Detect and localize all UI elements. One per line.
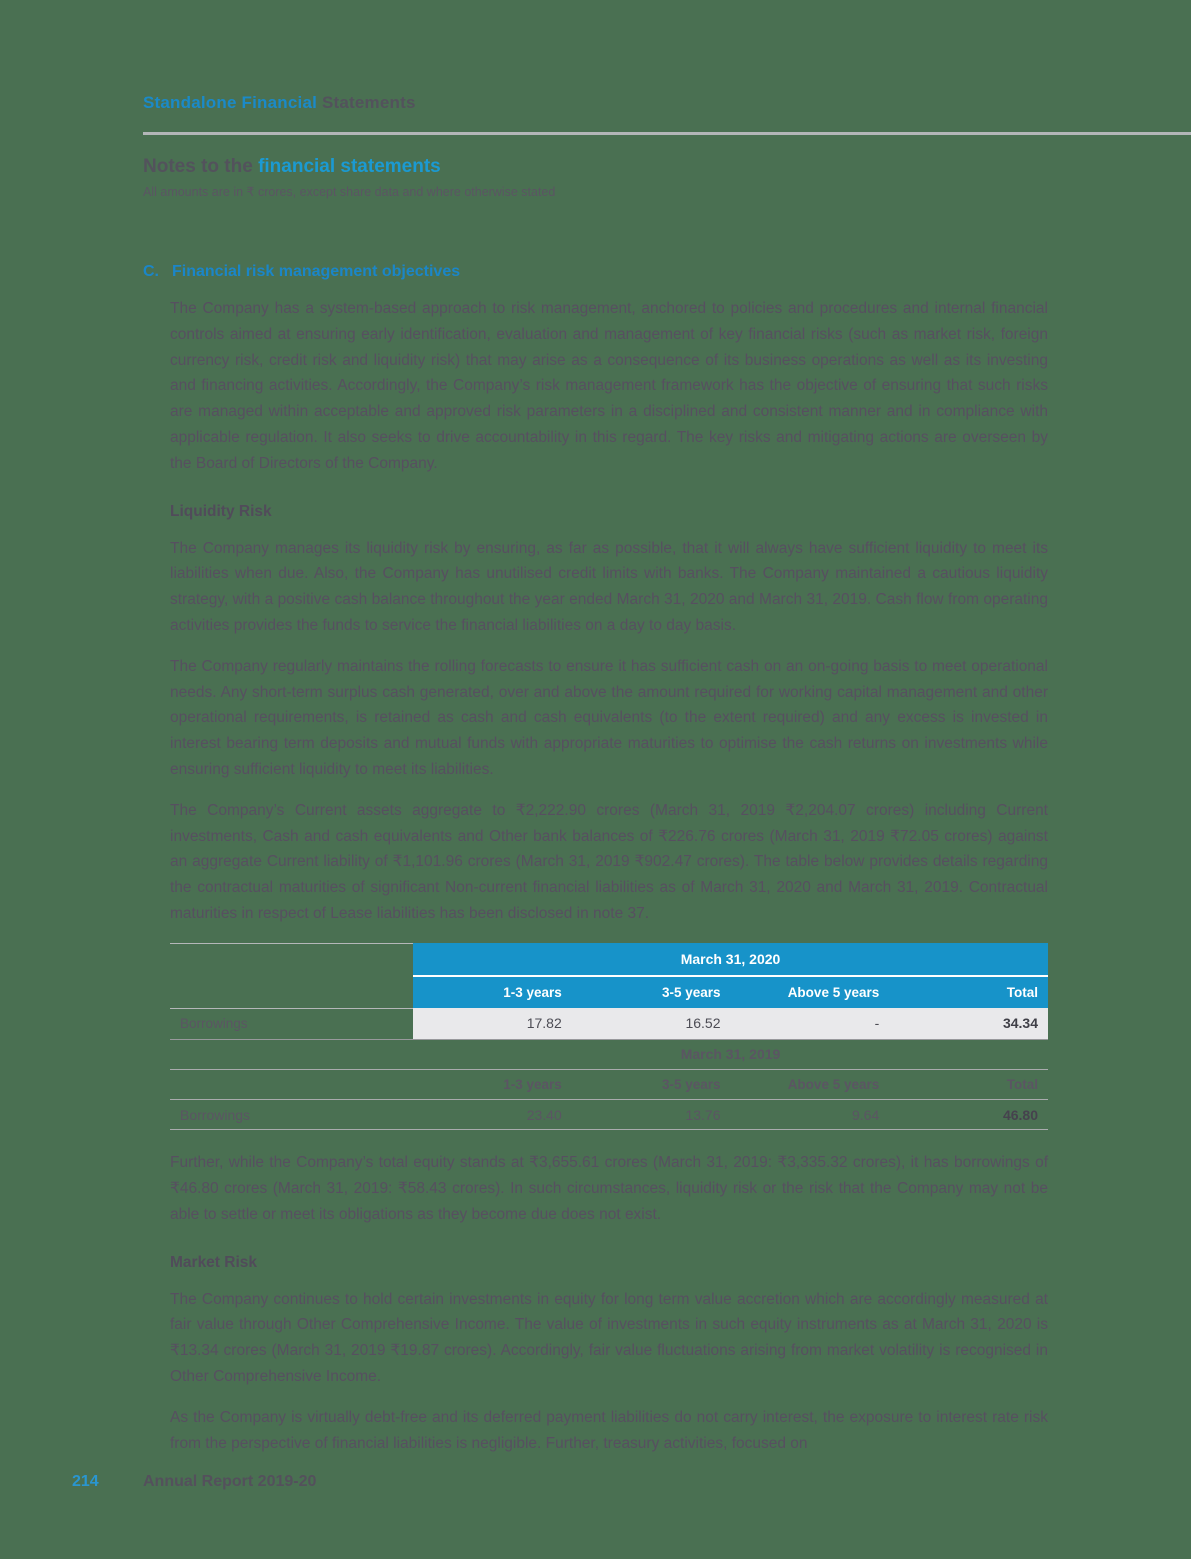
table-2020-corner-cell xyxy=(170,943,413,976)
table-2019-corner-cell xyxy=(170,1040,413,1070)
market-paragraph-1: The Company continues to hold certain investments in equity for long term value accretion which are accordingly measured at fair value through Other Comprehensive Income. The value of investments in such equity instruments as at March 31, 2020 is ₹13.34 crores (March 31, 2019 ₹19.87 crores). Accordingly, fair value fluctuations arising from market volatility is recognised in Other Comprehensive Income. xyxy=(170,1290,1048,1386)
table-row xyxy=(170,1008,1048,1039)
section-c-label: C. xyxy=(143,263,159,280)
notes-heading xyxy=(143,156,441,178)
table-2019-col-above-5-years: Above 5 years xyxy=(731,1070,890,1100)
table-2019-value-1-3: 23.40 xyxy=(413,1100,572,1130)
table-2020-title: March 31, 2020 xyxy=(413,943,1048,976)
header-divider xyxy=(143,132,1191,135)
notes-heading-accent: financial statements xyxy=(258,156,441,177)
table-2020-value-above-5: - xyxy=(731,1008,890,1039)
table-2019-value-total: 46.80 xyxy=(889,1100,1048,1130)
maturities-table-2019 xyxy=(170,1040,1048,1131)
table-2020-col-3-5-years: 3-5 years xyxy=(572,976,731,1008)
liquidity-paragraph-1: The Company manages its liquidity risk by ensuring, as far as possible, that it will always have sufficient liquidity to meet its liabilities when due. Also, the Company has unutilised credit limits with banks. The Company maintained a cautious liquidity strategy, with a positive cash balance throughout the year ended March 31, 2020 and March 31, 2019. Cash flow from operating activities provides the funds to service the financial liabilities on a day to day basis. xyxy=(170,539,1048,634)
equity-paragraph: Further, while the Company’s total equity stands at ₹3,655.61 crores (March 31, 2019: ₹3,335.32 crores), it has borrowings of ₹46.80 crores (March 31, 2019: ₹58.43 crores). In such circumstances, liquidity risk or the risk that the Company may not be able to settle or meet its obligations as they become due does not exist. xyxy=(170,1154,1048,1223)
notes-subtitle: All amounts are in ₹ crores, except share data and where otherwise stated xyxy=(143,185,556,199)
main-content xyxy=(143,263,1048,1456)
table-2020-value-total: 34.34 xyxy=(889,1008,1048,1039)
maturities-table-2020 xyxy=(170,943,1048,1040)
table-2020-col-above-5-years: Above 5 years xyxy=(731,976,890,1008)
table-2019-header-spacer xyxy=(170,1070,413,1100)
table-2019-row-label: Borrowings xyxy=(170,1100,413,1130)
market-paragraph-2: As the Company is virtually debt-free and its deferred payment liabilities do not carry interest, the exposure to interest rate risk from the perspective of financial liabilities is negligible. Further, treasury activities, focused on xyxy=(170,1408,1048,1452)
table-2020-value-1-3: 17.82 xyxy=(413,1008,572,1039)
table-2019-col-3-5-years: 3-5 years xyxy=(572,1070,731,1100)
notes-heading-prefix: Notes to the xyxy=(143,156,259,177)
page-title xyxy=(143,93,416,113)
table-row xyxy=(170,1100,1048,1130)
table-2019-value-above-5: 9.64 xyxy=(731,1100,890,1130)
page-title-accent: Standalone Financial xyxy=(143,93,318,112)
table-2019-value-3-5: 13.76 xyxy=(572,1100,731,1130)
liquidity-risk-heading: Liquidity Risk xyxy=(170,502,272,520)
table-2020-header-spacer xyxy=(170,976,413,1008)
footer-report-label: Annual Report 2019-20 xyxy=(143,1473,317,1490)
market-risk-heading: Market Risk xyxy=(170,1253,258,1271)
table-2019-col-total: Total xyxy=(889,1070,1048,1100)
table-2020-value-3-5: 16.52 xyxy=(572,1008,731,1039)
table-2019-title: March 31, 2019 xyxy=(413,1040,1048,1070)
table-2020-col-total: Total xyxy=(889,976,1048,1008)
page-number: 214 xyxy=(72,1473,99,1490)
liquidity-paragraph-2: The Company regularly maintains the rolling forecasts to ensure it has sufficient cash on an on-going basis to meet operational needs. Any short-term surplus cash generated, over and above the amount required for working capital management and other operational requirements, is retained as cash and cash equivalents (to the extent required) and any excess is invested in interest bearing term deposits and mutual funds with appropriate maturities to optimise the cash returns on investments while ensuring sufficient liquidity to meet its liabilities. xyxy=(170,657,1048,778)
table-2020-row-label: Borrowings xyxy=(170,1008,413,1039)
section-c-heading xyxy=(143,263,1048,281)
page-title-rest: Statements xyxy=(317,93,416,112)
table-2019-col-1-3-years: 1-3 years xyxy=(413,1070,572,1100)
liquidity-paragraph-3: The Company’s Current assets aggregate to ₹2,222.90 crores (March 31, 2019 ₹2,204.07 crores) including Current investments, Cash and cash equivalents and Other bank balances of ₹226.76 crores (March 31, 2019 ₹72.05 crores) against an aggregate Current liability of ₹1,101.96 crores (March 31, 2019 ₹902.47 crores). The table below provides details regarding the contractual maturities of significant Non-current financial liabilities as of March 31, 2020 and March 31, 2019. Contractual maturities in respect of Lease liabilities has been disclosed in note 37. xyxy=(170,801,1048,922)
section-c-intro-paragraph: The Company has a system-based approach to risk management, anchored to policies and procedures and internal financial controls aimed at ensuring early identification, evaluation and management of key financial risks (such as market risk, foreign currency risk, credit risk and liquidity risk) that may arise as a consequence of its business operations as well as its investing and financing activities. Accordingly, the Company’s risk management framework has the objective of ensuring that such risks are managed within acceptable and approved risk parameters in a disciplined and consistent manner and in compliance with applicable regulation. It also seeks to drive accountability in this regard. The key risks and mitigating actions are overseen by the Board of Directors of the Company. xyxy=(170,300,1048,472)
section-c-title: Financial risk management objectives xyxy=(172,263,461,280)
table-2020-col-1-3-years: 1-3 years xyxy=(413,976,572,1008)
